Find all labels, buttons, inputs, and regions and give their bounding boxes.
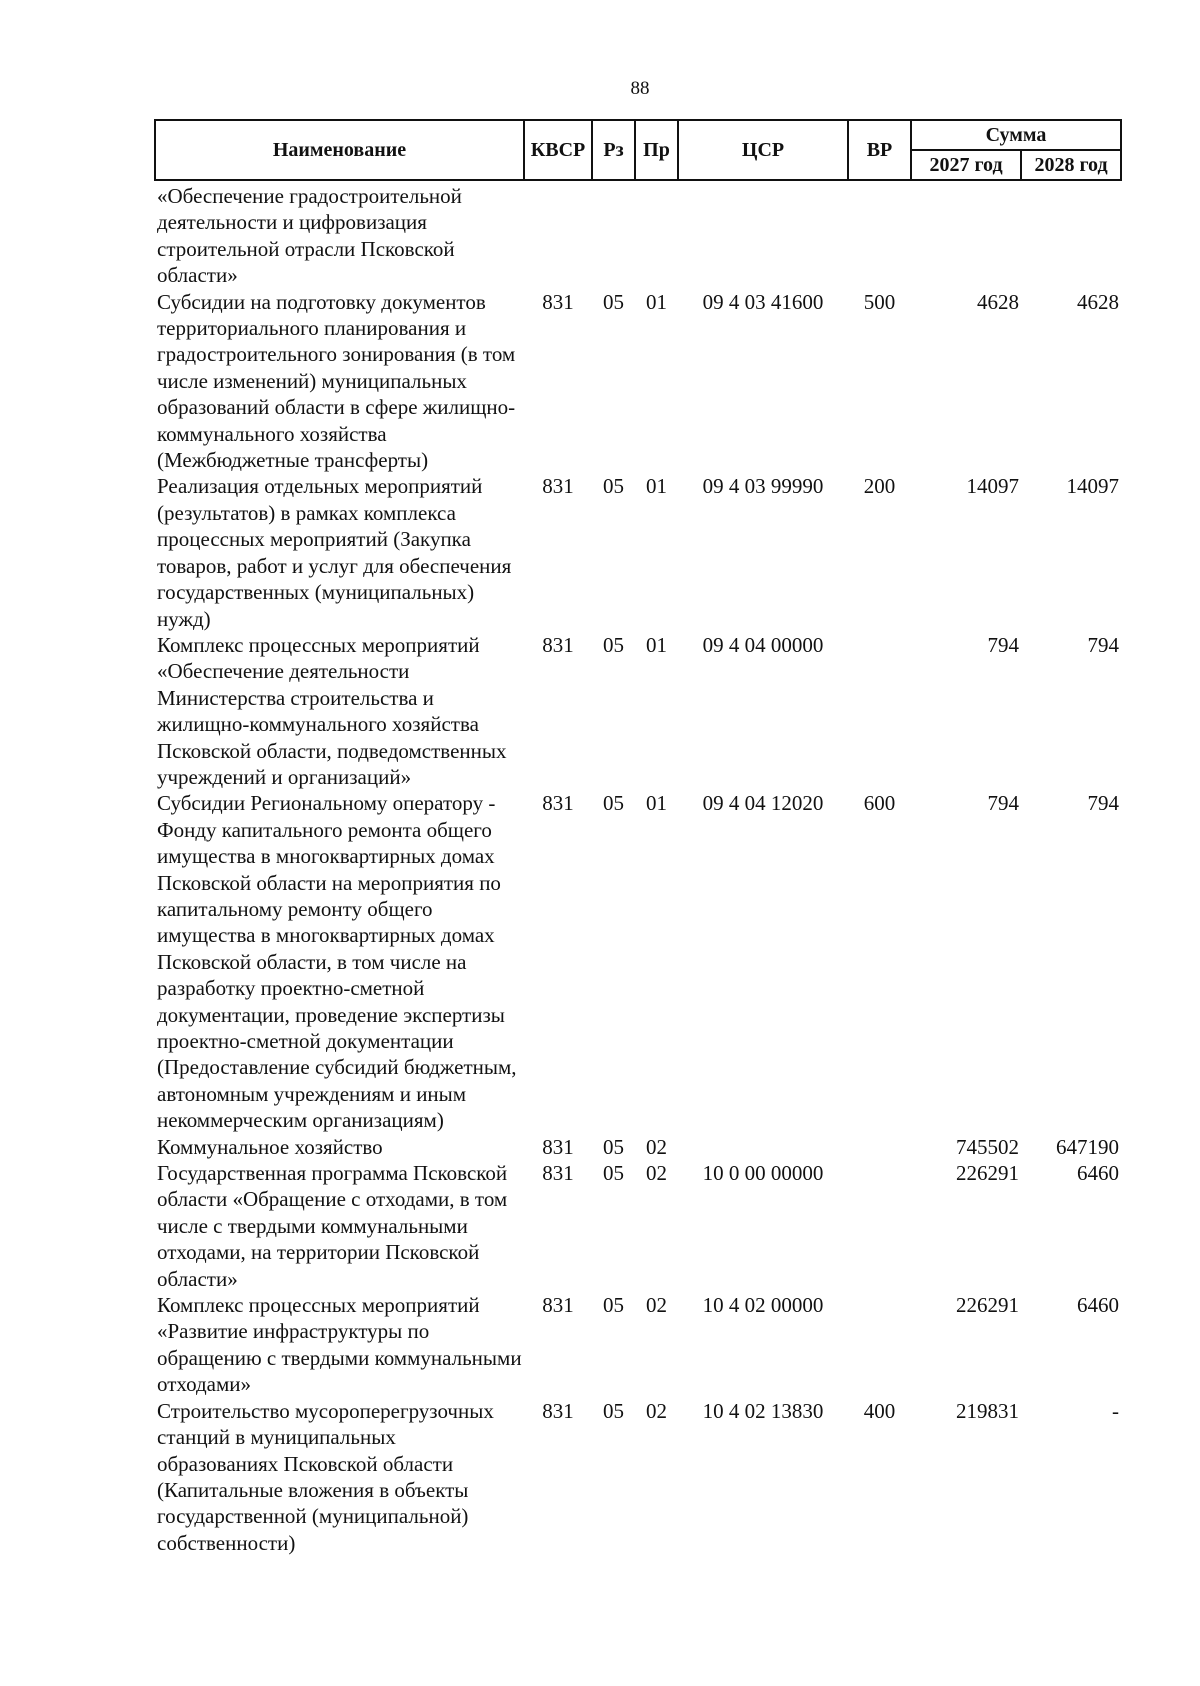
- row-rz: 05: [603, 1134, 624, 1159]
- table-row: [155, 473, 1121, 631]
- table-row: [155, 1134, 1121, 1160]
- row-sum-2027: [911, 180, 1021, 289]
- row-csr: 09 4 03 99990: [702, 474, 824, 499]
- row-name: Комплекс процессных мероприятий «Обеспечение деятельности Министерства строительства и жилищно-коммунального хозяйства Псковской области, подведомственных учреждений и организаций»: [157, 632, 507, 789]
- row-pr: 02: [646, 1161, 667, 1186]
- row-kvsr: 831: [542, 1161, 574, 1186]
- header-kvsr: КВСР: [524, 120, 592, 180]
- row-sum-2027: 226291: [956, 1161, 1019, 1186]
- table-row: [155, 790, 1121, 1133]
- row-kvsr: [524, 180, 592, 289]
- row-sum-2028: 6460: [1077, 1161, 1120, 1186]
- row-sum-2027: 226291: [956, 1293, 1019, 1318]
- header-year-2028: 2028 год: [1021, 150, 1121, 180]
- row-sum-2028: 647190: [1056, 1134, 1120, 1159]
- header-csr: ЦСР: [678, 120, 848, 180]
- table-row: [155, 289, 1121, 474]
- row-csr: 09 4 04 00000: [702, 632, 824, 657]
- row-name: «Обеспечение градостроительной деятельности и цифровизация строительной отрасли Псковской области»: [157, 184, 462, 288]
- row-pr: [635, 180, 678, 289]
- row-pr: 01: [646, 632, 667, 657]
- row-kvsr: 831: [542, 632, 574, 657]
- row-pr: 02: [646, 1134, 667, 1159]
- row-kvsr: 831: [542, 1398, 574, 1423]
- header-pr: Пр: [635, 120, 678, 180]
- row-sum-2028: 794: [1087, 632, 1120, 657]
- row-csr: 10 4 02 00000: [702, 1293, 824, 1318]
- row-rz: 05: [603, 791, 624, 816]
- row-vr: 200: [863, 474, 896, 499]
- row-name: Строительство мусороперегрузочных станций в муниципальных образованиях Псковской области (Капитальные вложения в объекты государственной (муниципальной) собственности): [157, 1398, 494, 1555]
- row-name: Субсидии на подготовку документов территориального планирования и градостроительного зонирования (в том числе изменений) муниципальных образований области в сфере жилищно-коммунального хозяйства (Межбюджетные трансферты): [157, 289, 516, 473]
- row-rz: 05: [603, 289, 624, 314]
- row-rz: 05: [603, 632, 624, 657]
- row-vr: [848, 1160, 911, 1292]
- row-sum-2028: [1021, 180, 1121, 289]
- table-row: [155, 632, 1121, 790]
- row-vr: [848, 1292, 911, 1398]
- table-body: [155, 180, 1121, 1556]
- row-rz: [592, 180, 635, 289]
- row-csr: 10 0 00 00000: [702, 1161, 824, 1186]
- row-name: Субсидии Региональному оператору - Фонду капитального ремонта общего имущества в многоквартирных домах Псковской области на мероприятия по капитальному ремонту общего имущества в многоквартирных домах Псковской области, в том числе на разработку проектно-сметной документации, проведение экспертизы проектно-сметной документации (Предоставление субсидий бюджетным, автономным учреждениям и иным некоммерческим организациям): [157, 791, 517, 1133]
- table-row: [155, 1292, 1121, 1398]
- row-sum-2028: 14097: [1066, 474, 1120, 499]
- row-sum-2028: 4628: [1077, 289, 1120, 314]
- row-vr: 500: [863, 289, 896, 314]
- row-rz: 05: [603, 1161, 624, 1186]
- table-row: [155, 1398, 1121, 1556]
- header-year-2027: 2027 год: [911, 150, 1021, 180]
- row-kvsr: 831: [542, 1293, 574, 1318]
- row-sum-2027: 4628: [977, 289, 1019, 314]
- row-rz: 05: [603, 474, 624, 499]
- row-csr: 10 4 02 13830: [702, 1398, 824, 1423]
- row-sum-2027: 219831: [956, 1398, 1019, 1423]
- header-rz: Рз: [592, 120, 635, 180]
- row-sum-2028: -: [1112, 1398, 1120, 1423]
- row-vr: [848, 180, 911, 289]
- header-name: Наименование: [155, 120, 524, 180]
- row-csr: [678, 180, 848, 289]
- row-kvsr: 831: [542, 791, 574, 816]
- row-sum-2027: 794: [987, 632, 1019, 657]
- row-csr: [678, 1134, 848, 1160]
- row-vr: [848, 632, 911, 790]
- row-name: Коммунальное хозяйство: [157, 1134, 383, 1159]
- table-row: [155, 180, 1121, 289]
- header-sum: Сумма: [911, 120, 1121, 150]
- row-name: Государственная программа Псковской области «Обращение с отходами, в том числе с твердыми коммунальными отходами, на территории Псковской области»: [157, 1161, 508, 1291]
- table-header: [155, 120, 1121, 180]
- row-kvsr: 831: [542, 289, 574, 314]
- row-kvsr: 831: [542, 1134, 574, 1159]
- row-kvsr: 831: [542, 474, 574, 499]
- row-sum-2027: 794: [987, 791, 1019, 816]
- row-vr: 600: [863, 791, 896, 816]
- row-sum-2028: 794: [1087, 791, 1120, 816]
- row-name: Реализация отдельных мероприятий (результатов) в рамках комплекса процессных мероприятий (Закупка товаров, работ и услуг для обеспечения государственных (муниципальных) нужд): [157, 474, 512, 631]
- row-pr: 02: [646, 1293, 667, 1318]
- row-pr: 01: [646, 289, 667, 314]
- page-number: 88: [630, 78, 650, 99]
- row-vr: [848, 1134, 911, 1160]
- row-sum-2027: 14097: [966, 474, 1019, 499]
- row-csr: 09 4 03 41600: [702, 289, 824, 314]
- header-vr: ВР: [848, 120, 911, 180]
- budget-table: [154, 119, 1122, 1556]
- row-pr: 02: [646, 1398, 667, 1423]
- row-rz: 05: [603, 1398, 624, 1423]
- row-pr: 01: [646, 791, 667, 816]
- row-pr: 01: [646, 474, 667, 499]
- row-sum-2028: 6460: [1077, 1293, 1120, 1318]
- table-row: [155, 1160, 1121, 1292]
- row-csr: 09 4 04 12020: [702, 791, 824, 816]
- row-sum-2027: 745502: [956, 1134, 1019, 1159]
- row-vr: 400: [863, 1398, 896, 1423]
- row-name: Комплекс процессных мероприятий «Развитие инфраструктуры по обращению с твердыми коммунальными отходами»: [157, 1293, 522, 1397]
- row-rz: 05: [603, 1293, 624, 1318]
